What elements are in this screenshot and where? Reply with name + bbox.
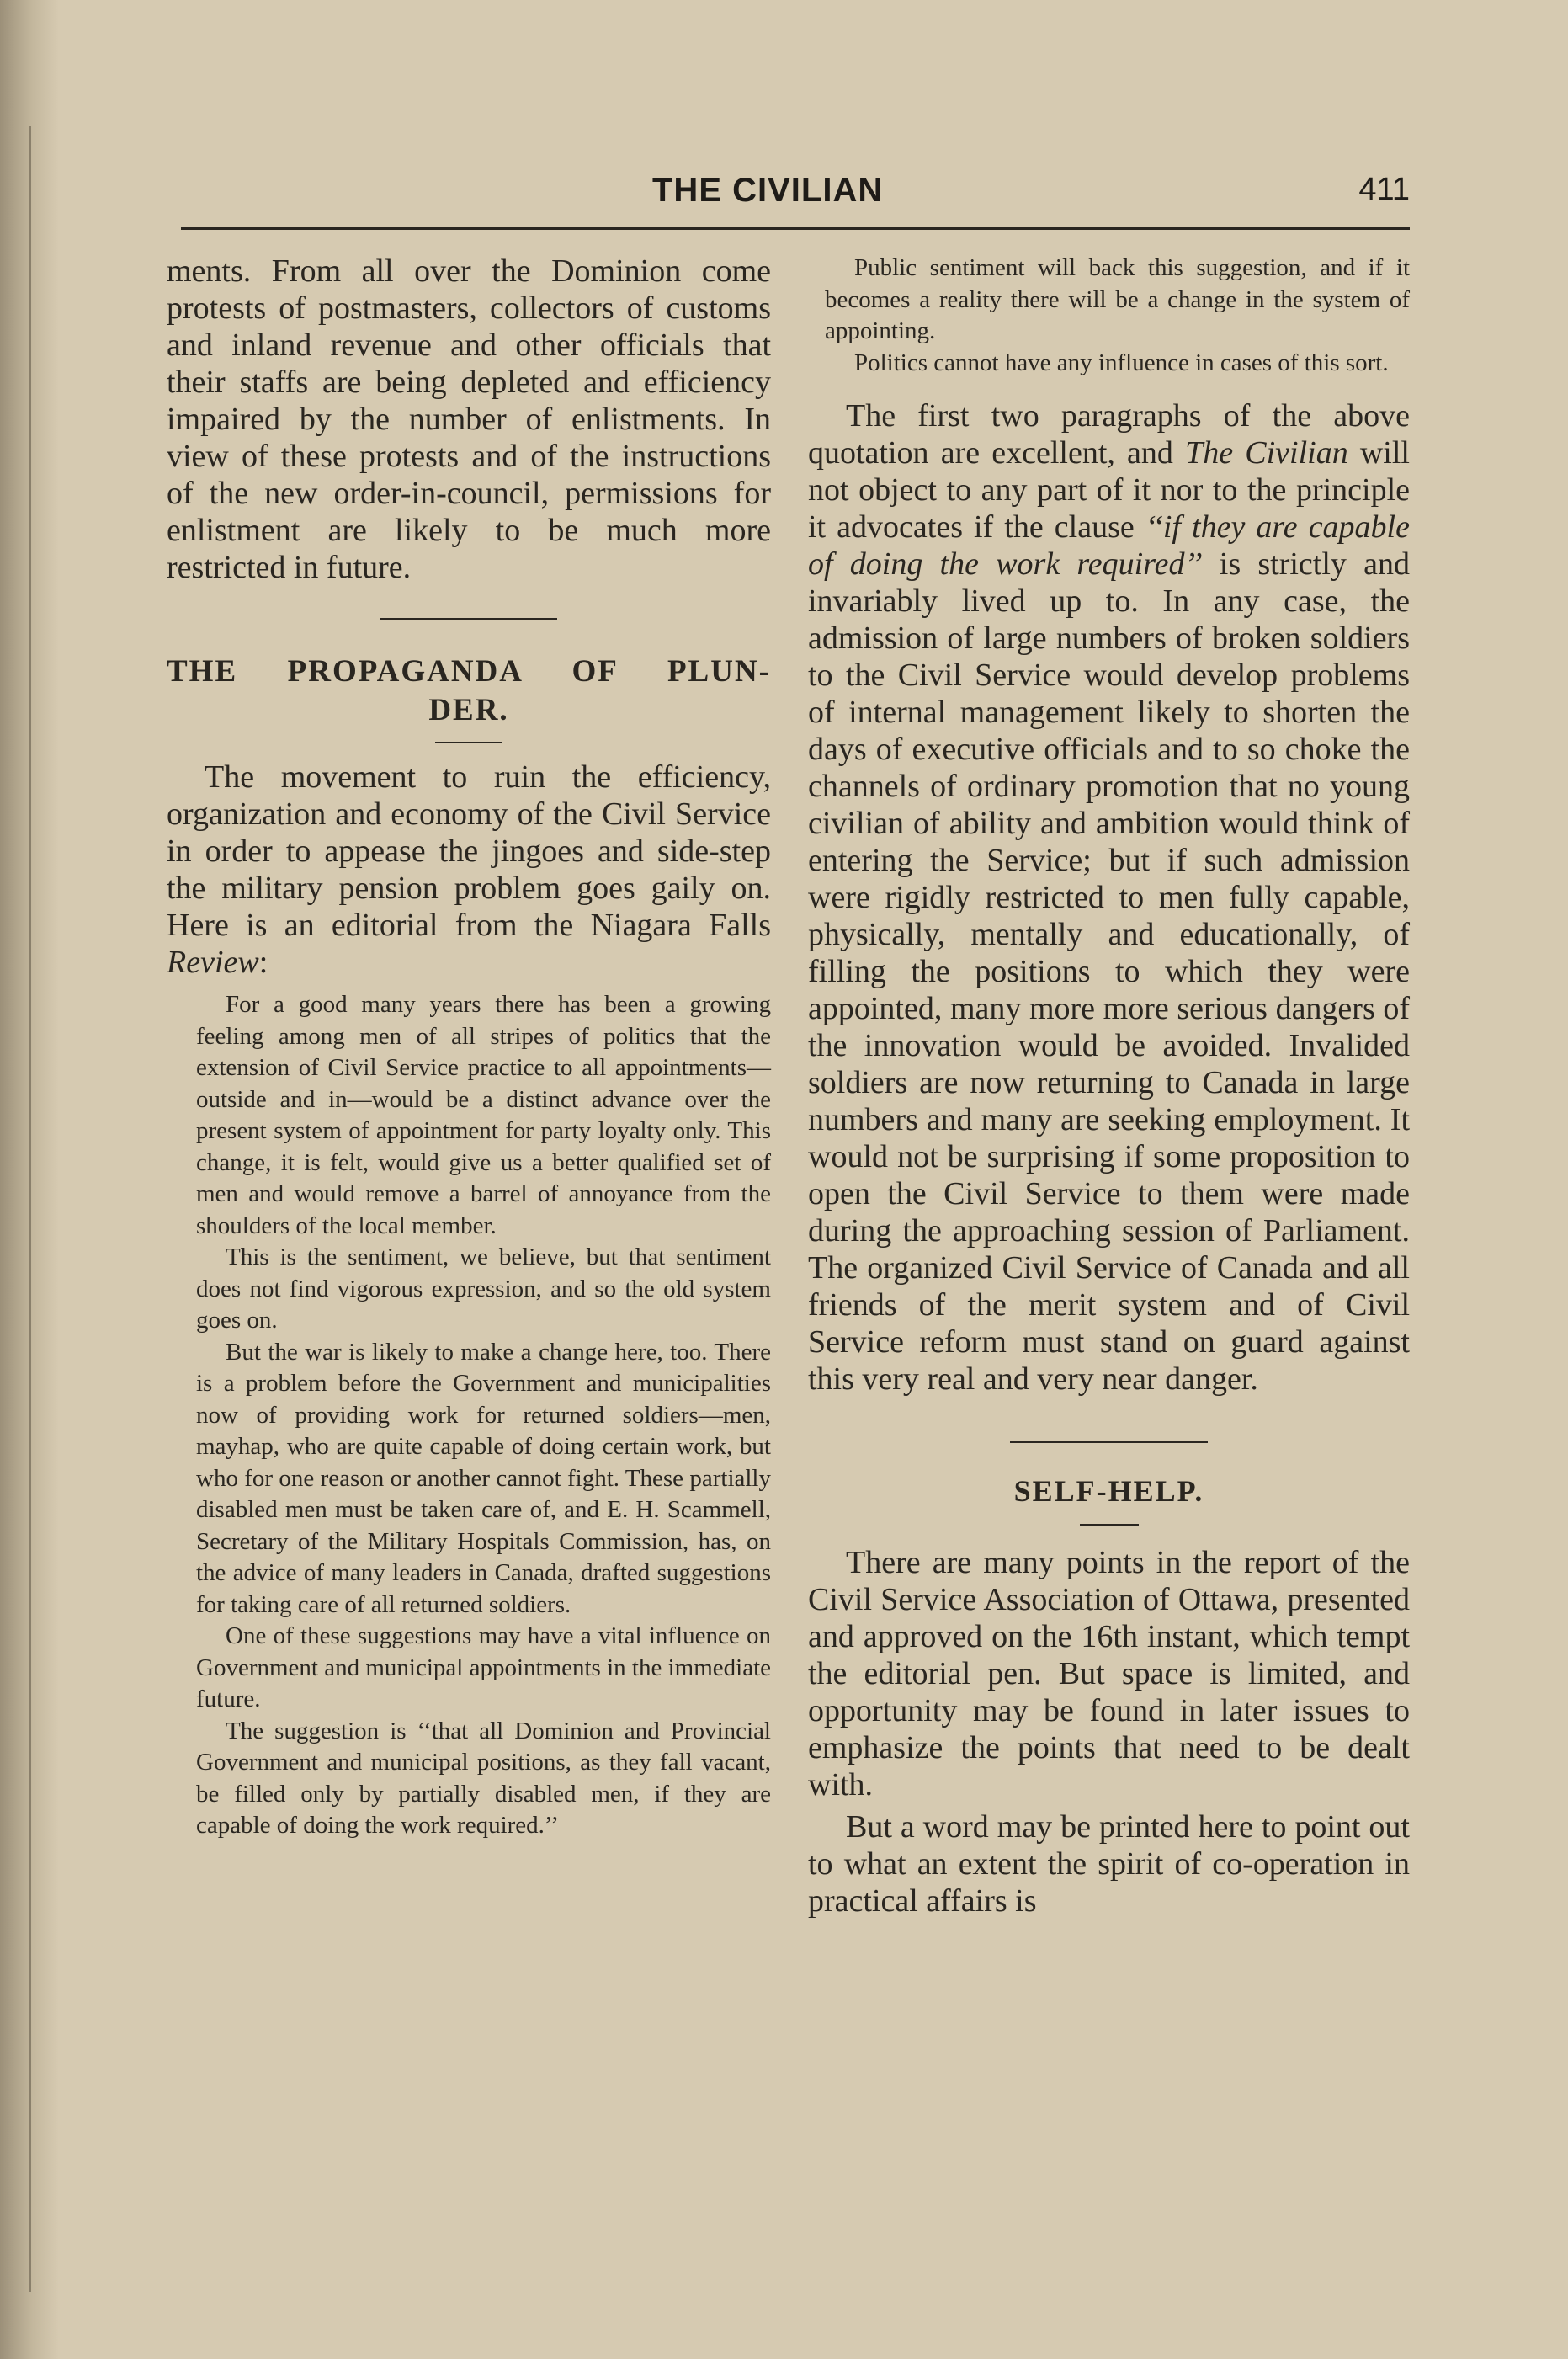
heading-line-2: DER. — [428, 693, 509, 727]
commentary-text-c: is strictly and invariably lived up to. In any case, the admission of large numbers of broken soldiers to the Civil Service would develop problems of internal management likely to shorten the days of executive officials and to so choke the channels of ordinary promotion that no young civilian of ability and ambition would think of entering the Service; but if such admission were rigidly restricted to men fully capable, physically, mentally and educationally, of filling the positions to which they were appointed, many more more serious dangers of the innovation would be avoided. Invalided soldiers are now returning to Canada in large numbers and many are seeking employment. It would not be surprising if some proposition to open the Civil Service to them were made during the approaching session of Parliament. The organized Civil Service of Canada and all friends of the merit system and of Civil Service reform must stand on guard against this very real and very near danger. — [808, 546, 1410, 1397]
paragraph-commentary — [808, 397, 1410, 1398]
review-title: Review — [167, 945, 259, 980]
paragraph-co-operation: But a word may be printed here to point out to what an extent the spirit of co-operation in practical affairs is — [808, 1809, 1410, 1919]
section-divider — [380, 618, 557, 620]
quoted-clause: ‘‘if they are capable of doing the work required’’ — [808, 509, 1410, 582]
binding-edge — [29, 126, 31, 2292]
paragraph-movement-text: The movement to ruin the efficiency, organization and economy of the Civil Service in order to appease the jingoes and side-step the military pension problem goes gaily on. Here is an editorial from the Niagara Falls — [167, 759, 771, 943]
heading-propaganda-of-plunder — [167, 652, 771, 730]
page-header — [181, 168, 1410, 219]
heading-self-help: SELF-HELP. — [1013, 1474, 1204, 1508]
quote-paragraph-1: For a good many years there has been a growing feeling among men of all stripes of politics that the extension of Civil Service practice to all appointments—outside and in—would be a distinct advance over the present system of appointment for party loyalty only. This change, it is felt, would give us a better qualified set of men and would remove a barrel of annoyance from the shoulders of the local member. — [196, 991, 771, 1239]
section-divider-2 — [1010, 1441, 1208, 1443]
paragraph-enlistments: ments. From all over the Dominion come protests of postmasters, collectors of customs and inland revenue and other officials that their staffs are being depleted and efficiency impaired by the number of enlistments. In view of these protests and of the instructions of the new order-in-council, permissions for enlistment are likely to be much more restricted in future. — [167, 253, 771, 585]
quote-paragraph-4: One of these suggestions may have a vital influence on Government and municipal appointments in the immediate future. — [196, 1622, 771, 1712]
publication-name: The Civilian — [1185, 435, 1348, 471]
running-title: THE CIVILIAN — [652, 172, 884, 209]
quote-paragraph-3: But the war is likely to make a change here, too. There is a problem before the Government and municipalities now of providing work for returned soldiers—men, mayhap, who are quite capable of doing certain work, but who for one reason or another cannot fight. These partially disabled men must be taken care of, and E. H. Scammell, Secretary of the Military Hospitals Commission, has, on the advice of many leaders in Canada, drafted suggestions for taking care of all returned soldiers. — [196, 1338, 771, 1618]
quote-paragraph-2: This is the sentiment, we believe, but that sentiment does not find vigorous expression, and so the old system goes on. — [196, 1243, 771, 1334]
paragraph-movement-colon: : — [258, 945, 268, 980]
header-rule — [181, 227, 1410, 230]
quote-paragraph-6: Public sentiment will back this suggestion, and if it becomes a reality there will be a change in the system of appointing. — [825, 254, 1410, 344]
commentary-text-a: The first two paragraphs of the above quotation are excellent, and — [808, 398, 1410, 471]
heading-underline — [435, 742, 502, 743]
quote-paragraph-5: The suggestion is ‘‘that all Dominion and Provincial Government and municipal positions, as they fall vacant, be filled only by partially disabled men, if they are capable of doing the work required.’’ — [196, 1717, 771, 1839]
left-column — [167, 253, 771, 1842]
right-column — [808, 253, 1410, 1920]
paragraph-movement — [167, 759, 771, 981]
heading-underline-2 — [1080, 1524, 1139, 1526]
quote-paragraph-7: Politics cannot have any influence in cases of this sort. — [854, 349, 1389, 376]
paragraph-report: There are many points in the report of the Civil Service Association of Ottawa, presented and approved on the 16th instant, which tempt the editorial pen. But space is limited, and opportunity may be found in later issues to emphasize the points that need to be dealt with. — [808, 1545, 1410, 1803]
commentary-text-b: will not object to any part of it nor to the principle it advocates if the clause — [808, 435, 1410, 545]
heading-line-1: THE PROPAGANDA OF PLUN- — [167, 654, 771, 689]
page-number: 411 — [1358, 172, 1410, 207]
